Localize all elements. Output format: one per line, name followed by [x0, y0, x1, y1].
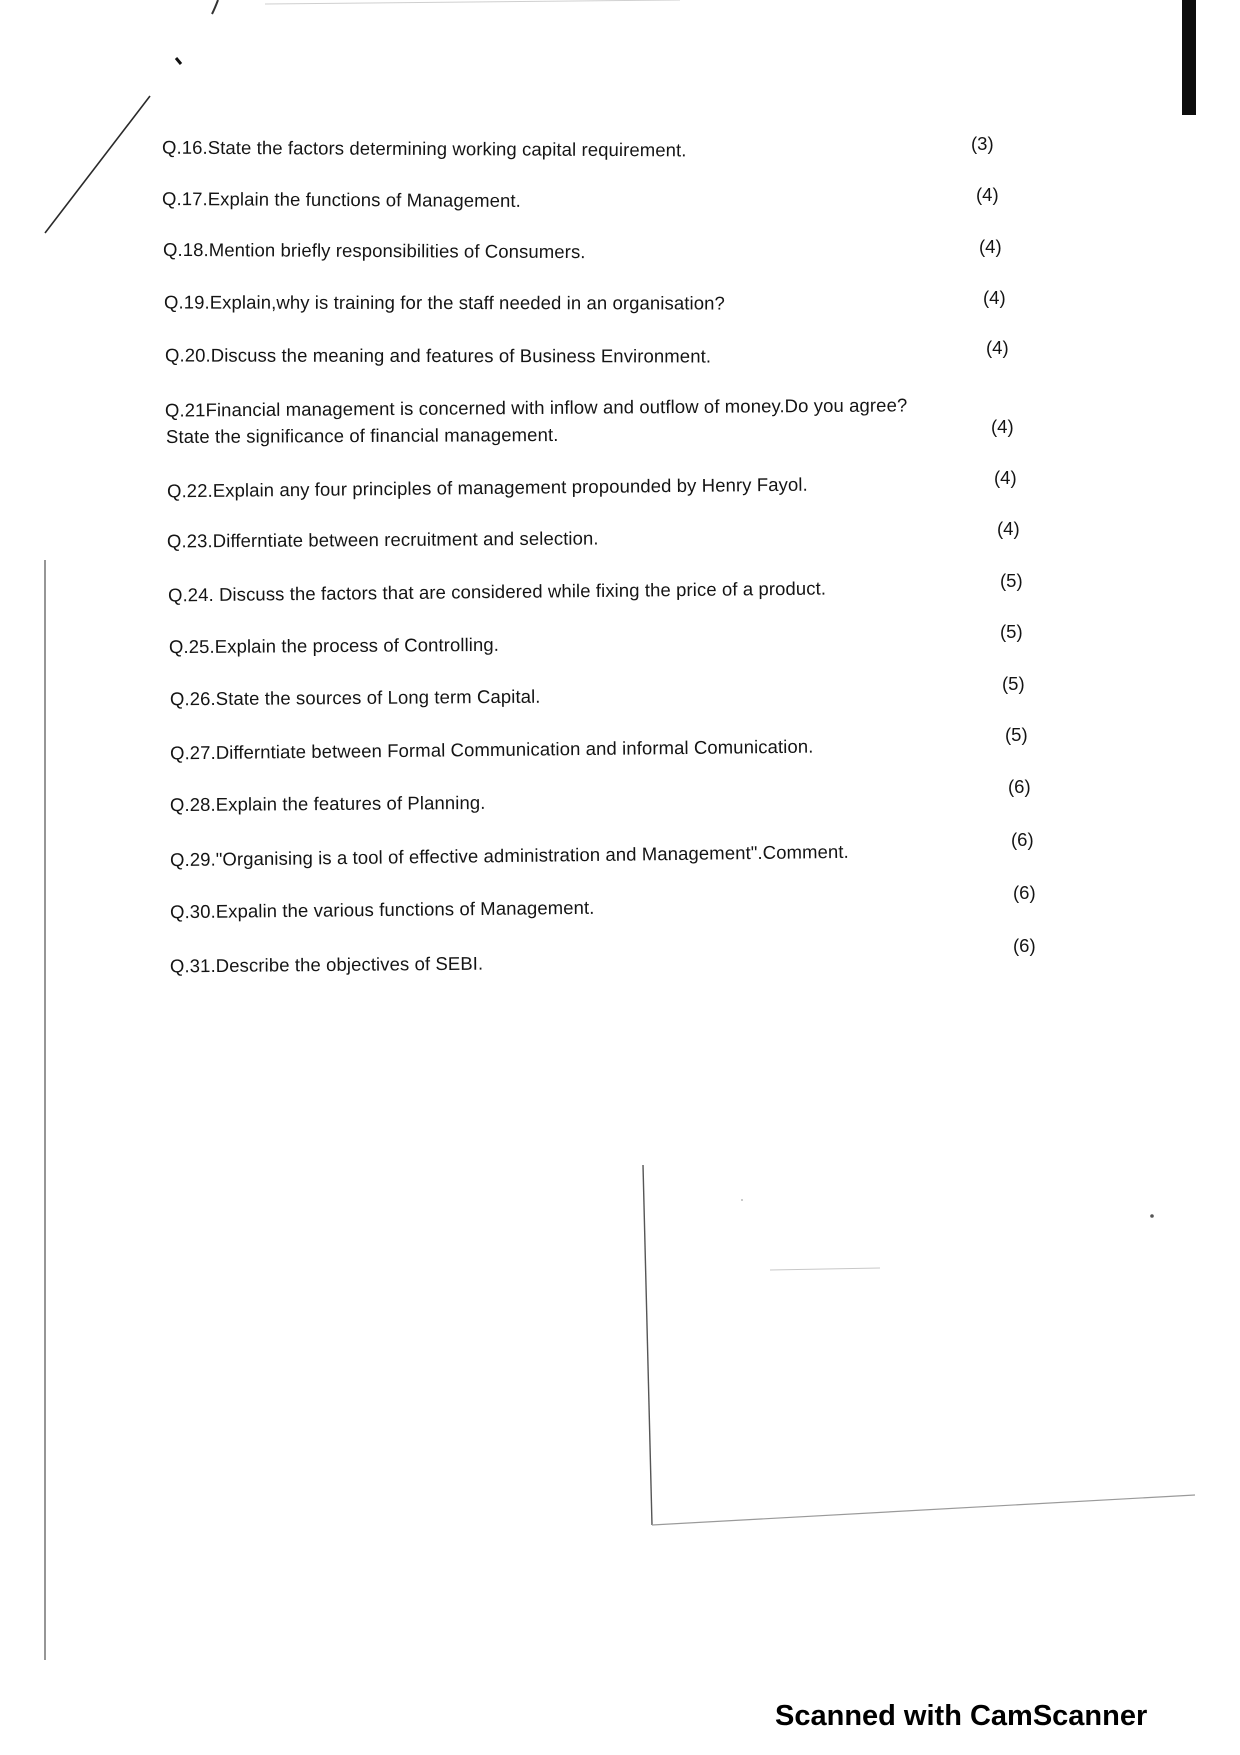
question-body: Differntiate between recruitment and selection.: [212, 527, 599, 552]
question-number: Q.30.: [169, 900, 216, 923]
question-text: [162, 185, 521, 215]
question-number: Q.29.: [169, 848, 216, 871]
question-marks: (4): [997, 518, 1020, 539]
question-text: [167, 524, 599, 555]
question-body: "Organising is a tool of effective administration and Management".Comment.: [215, 840, 849, 870]
question-text: [165, 391, 907, 424]
question-body: Discuss the meaning and features of Business Environment.: [210, 344, 712, 367]
question-number: Q.25.: [168, 635, 215, 658]
question-text: [168, 575, 826, 610]
question-body: Discuss the factors that are considered while fixing the price of a product.: [213, 577, 827, 605]
question-text: [167, 471, 808, 506]
question-text: [164, 289, 725, 318]
question-number: Q.16.: [161, 136, 208, 158]
question-number: Q.19.: [163, 291, 210, 313]
question-marks: (4): [986, 337, 1009, 358]
question-text: [169, 631, 499, 661]
camscanner-watermark: Scanned with CamScanner: [775, 1700, 1148, 1732]
question-body: Describe the objectives of SEBI.: [215, 952, 484, 976]
question-number: Q.23.: [166, 530, 213, 552]
question-marks: (6): [1013, 882, 1036, 903]
question-number: Q.31.: [169, 954, 216, 977]
question-text: [170, 733, 814, 768]
question-text: [170, 789, 486, 819]
question-marks: (4): [979, 236, 1002, 257]
question-number: Q.24.: [167, 583, 214, 606]
question-number: Q.21: [164, 399, 206, 421]
question-marks: (4): [983, 287, 1006, 308]
question-number: Q.28.: [169, 793, 216, 816]
question-body: Explain the features of Planning.: [215, 791, 486, 815]
question-number: Q.22.: [166, 479, 213, 502]
question-body: Explain,why is training for the staff needed in an organisation?: [209, 291, 725, 314]
question-body: Mention briefly responsibilities of Consumers.: [208, 239, 586, 263]
question-number: Q.20.: [164, 344, 211, 366]
question-marks: (6): [1011, 829, 1034, 850]
question-marks: (6): [1008, 776, 1031, 797]
question-text: [162, 134, 687, 165]
question-body: Financial management is concerned with inflow and outflow of money.Do you agree?: [205, 394, 908, 421]
question-body: Explain the functions of Management.: [207, 188, 521, 211]
question-number: Q.17.: [161, 188, 208, 210]
question-text: [170, 683, 541, 714]
question-number: Q.18.: [162, 238, 209, 261]
question-number: Q.26.: [169, 687, 216, 710]
question-text: [170, 894, 595, 926]
question-marks: (4): [976, 184, 999, 205]
question-marks: (4): [991, 416, 1014, 437]
question-marks: (5): [1000, 621, 1023, 642]
question-body: Differntiate between Formal Communication and informal Comunication.: [215, 735, 814, 763]
question-number: Q.27.: [169, 741, 216, 764]
question-text: [165, 342, 711, 371]
question-marks: (4): [994, 467, 1017, 488]
question-marks: (5): [1005, 724, 1028, 745]
question-body: Explain any four principles of management propounded by Henry Fayol.: [212, 473, 808, 501]
question-body: Expalin the various functions of Management.: [215, 896, 595, 922]
question-marks: (5): [1002, 673, 1025, 694]
question-text-continued: State the significance of financial management.: [165, 423, 559, 448]
question-body: Explain the process of Controlling.: [214, 633, 500, 657]
question-marks: (5): [1000, 570, 1023, 591]
question-marks: (3): [971, 133, 994, 154]
question-text: [163, 236, 586, 266]
faint-bleed-through-box: [643, 1165, 1195, 1525]
question-text: [170, 950, 483, 981]
question-body: State the sources of Long term Capital.: [215, 685, 541, 709]
question-marks: (6): [1013, 935, 1036, 956]
question-text: [170, 838, 849, 874]
question-body: State the factors determining working capital requirement.: [207, 136, 687, 161]
